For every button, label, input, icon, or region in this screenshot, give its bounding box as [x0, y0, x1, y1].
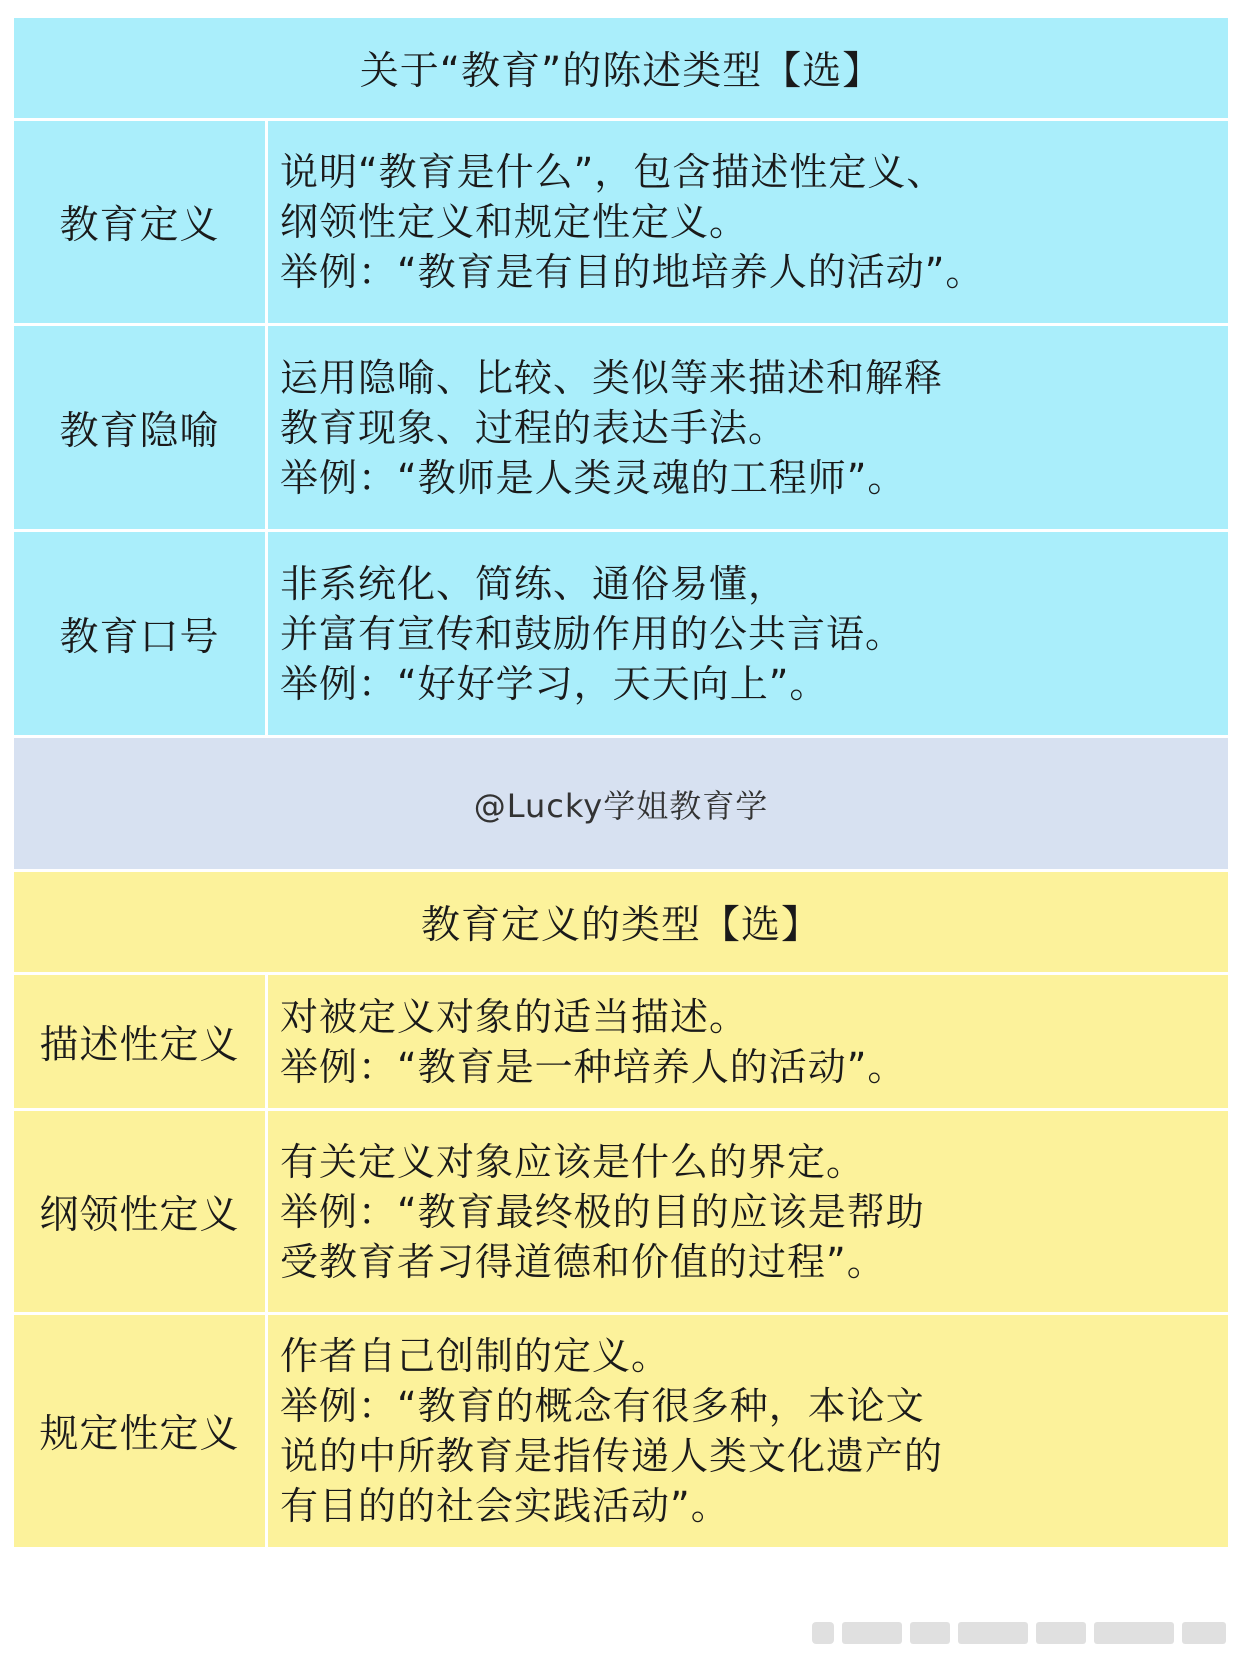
row-content: 非系统化、简练、通俗易懂， 并富有宣传和鼓励作用的公共言语。 举例：“好好学习，天天向上”。	[280, 561, 905, 706]
row-content: 作者自己创制的定义。 举例：“教育的概念有很多种，本论文 说的中所教育是指传递人类文化遗产的 有目的的社会实践活动”。	[280, 1334, 944, 1528]
row-label: 纲领性定义	[14, 1111, 268, 1312]
section2-title: 教育定义的类型【选】	[14, 872, 1228, 972]
row-label: 教育定义	[14, 121, 268, 323]
row-label: 描述性定义	[14, 975, 268, 1108]
table-row	[14, 1315, 1228, 1547]
watermark-label: @Lucky学姐教育学	[14, 738, 1228, 869]
row-label: 教育隐喻	[14, 326, 268, 529]
section1-title: 关于“教育”的陈述类型【选】	[14, 18, 1228, 118]
row-content: 有关定义对象应该是什么的界定。 举例：“教育最终极的目的应该是帮助 受教育者习得道德和价值的过程”。	[280, 1139, 925, 1284]
table-row	[14, 975, 1228, 1108]
table-row	[14, 121, 1228, 323]
table-row	[14, 1111, 1228, 1312]
row-content: 运用隐喻、比较、类似等来描述和解释 教育现象、过程的表达手法。 举例：“教师是人类灵魂的工程师”。	[280, 355, 944, 500]
row-label: 规定性定义	[14, 1315, 268, 1547]
row-label: 教育口号	[14, 532, 268, 735]
table-row	[14, 326, 1228, 529]
watermark-graphic	[812, 1614, 1232, 1650]
row-content: 说明“教育是什么”，包含描述性定义、 纲领性定义和规定性定义。 举例：“教育是有目的地培养人的活动”。	[280, 150, 985, 294]
table-row	[14, 532, 1228, 735]
row-content: 对被定义对象的适当描述。 举例：“教育是一种培养人的活动”。	[280, 994, 907, 1089]
